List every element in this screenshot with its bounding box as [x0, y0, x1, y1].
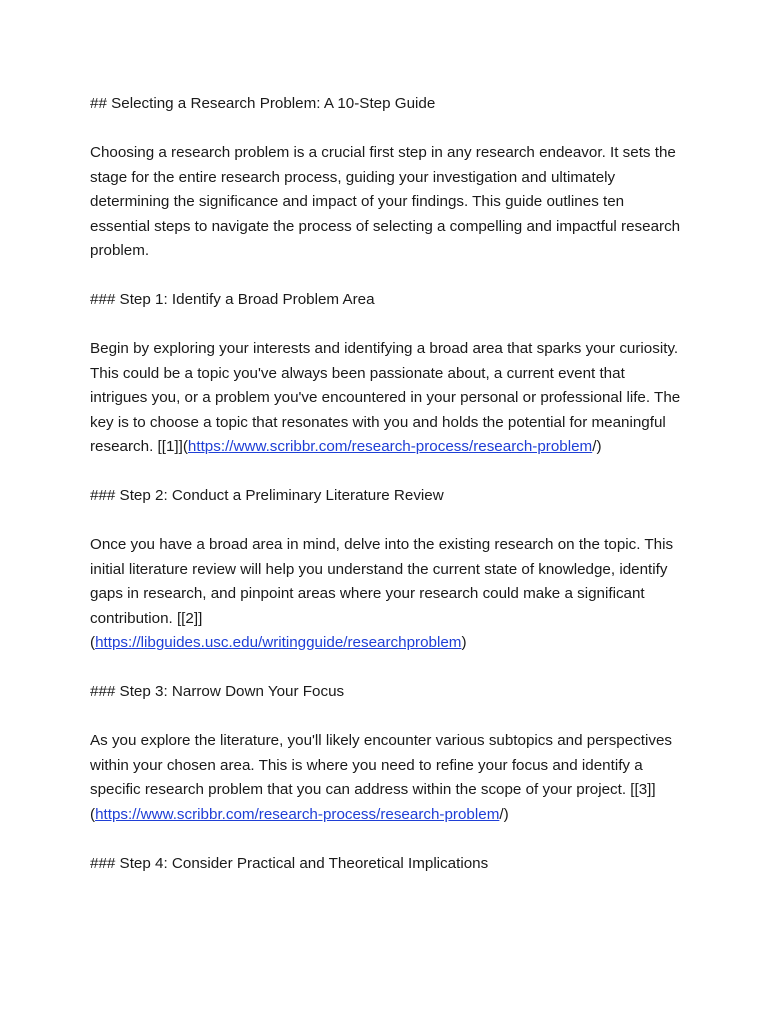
step3-heading: ### Step 3: Narrow Down Your Focus [90, 683, 345, 700]
step1-heading: ### Step 1: Identify a Broad Problem Area [90, 291, 375, 308]
step1-source-link[interactable]: https://www.scribbr.com/research-process/research-problem [187, 438, 593, 455]
step1-body: Begin by exploring your interests and identifying a broad area that sparks your curiosity. This could be a topic you've always been passionate about, a current event that intrigues you, or a problem you've encountered in your personal or professional life. The key is to choose a topic that resonates with you and holds the potential for meaningful research. [[1]]( [90, 340, 681, 455]
step2-heading: ### Step 2: Conduct a Preliminary Literature Review [90, 487, 444, 504]
step1-paragraph [90, 337, 682, 460]
step2-prefix: ( [90, 634, 96, 651]
step3-paragraph [90, 729, 682, 827]
document-title: ## Selecting a Research Problem: A 10-Step Guide [90, 95, 436, 112]
step4-heading: ### Step 4: Consider Practical and Theoretical Implications [90, 854, 489, 872]
step2-body: Once you have a broad area in mind, delve into the existing research on the topic. This initial literature review will help you understand the current state of knowledge, identify gaps in research, and pinpoint areas where your research could make a significant contribution. [[2]] [90, 536, 674, 627]
step3-after: /) [499, 805, 509, 823]
step2-paragraph [90, 533, 682, 656]
step3-source-link[interactable]: https://www.scribbr.com/research-process/research-problem [95, 805, 500, 823]
step3-body: As you explore the literature, you'll likely encounter various subtopics and perspectives within your chosen area. This is where you need to refine your focus and identify a specific research problem that you can address within the scope of your project. [[3]]( [90, 732, 673, 823]
step2-after: ) [461, 634, 467, 651]
step1-after: /) [592, 438, 602, 455]
step2-source-link[interactable]: https://libguides.usc.edu/writingguide/researchproblem [95, 634, 462, 651]
intro-paragraph: Choosing a research problem is a crucial first step in any research endeavor. It sets the stage for the entire research process, guiding your investigation and ultimately determining the significance and impact of your findings. This guide outlines ten essential steps to navigate the process of selecting a compelling and impactful research problem. [90, 144, 681, 259]
document-content [90, 92, 682, 901]
